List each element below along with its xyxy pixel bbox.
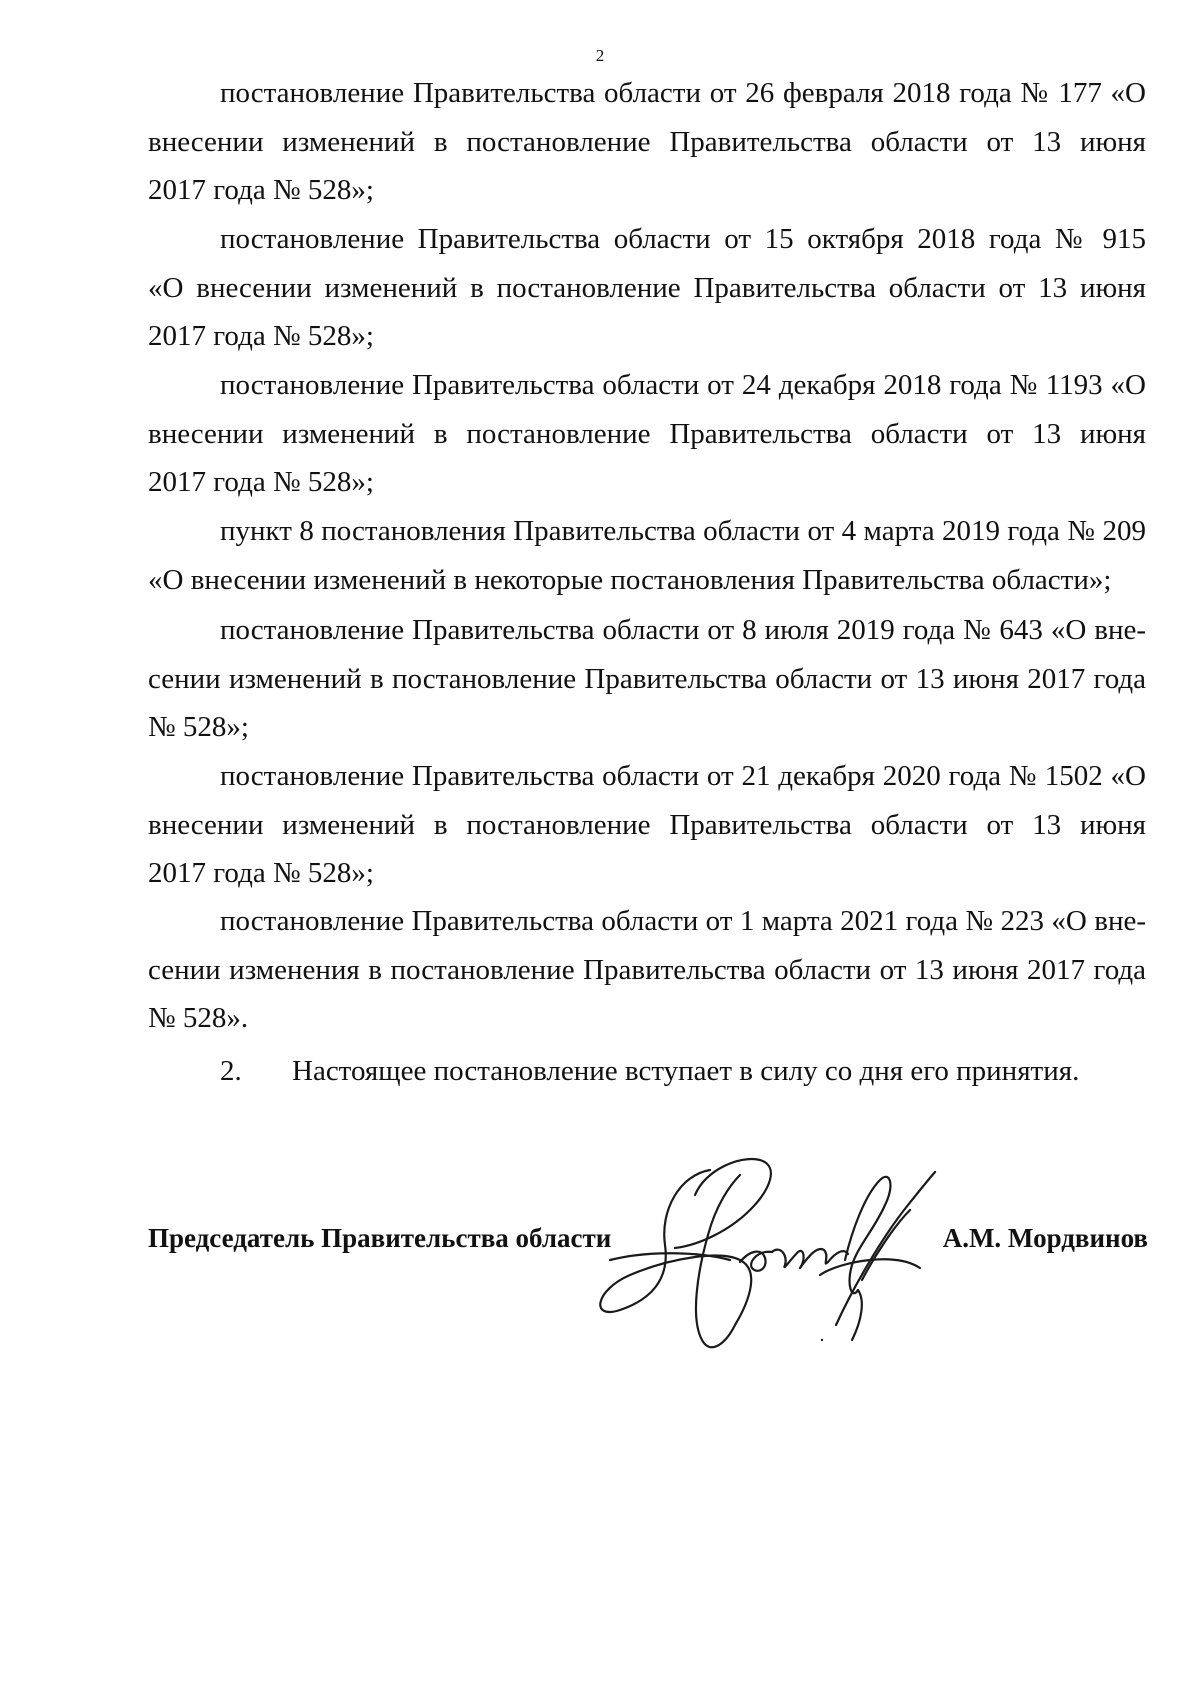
item-text: Настоящее постановление вступает в силу со дня его принятия. xyxy=(292,1055,1080,1087)
paragraph-line: постановление Правительства области от 1 марта 2021 года № 223 «О вне- xyxy=(220,905,1146,937)
paragraph xyxy=(148,69,1146,215)
paragraph-line: «О внесении изменений в постановление Правительства области от 13 июня xyxy=(148,271,1146,304)
paragraph-line: № 528». xyxy=(148,1002,249,1034)
paragraph xyxy=(148,507,1146,604)
paragraph xyxy=(148,215,1146,361)
paragraph-line: сении изменений в постановление Правительства области от 13 июня 2017 года xyxy=(148,662,1146,695)
paragraph-line: внесении изменений в постановление Правительства области от 13 июня xyxy=(148,417,1146,450)
paragraph-line: постановление Правительства области от 24 декабря 2018 года № 1193 «О xyxy=(220,369,1146,401)
paragraph-line: внесении изменений в постановление Правительства области от 13 июня xyxy=(148,125,1146,158)
numbered-item xyxy=(220,1047,1079,1095)
signatory-name: А.М. Мордвинов xyxy=(942,1223,1148,1253)
paragraph xyxy=(148,752,1146,898)
paragraph-line: «О внесении изменений в некоторые постановления Правительства области»; xyxy=(148,563,1112,596)
paragraph xyxy=(148,606,1146,752)
paragraph-line: 2017 года № 528»; xyxy=(148,320,374,352)
page-number: 2 xyxy=(595,46,605,65)
paragraph-line: постановление Правительства области от 8 июля 2019 года № 643 «О вне- xyxy=(220,614,1146,646)
paragraph-line: 2017 года № 528»; xyxy=(148,466,374,498)
paragraph-line: постановление Правительства области от 21 декабря 2020 года № 1502 «О xyxy=(220,760,1146,792)
handwritten-signature xyxy=(590,1150,950,1365)
paragraph-line: 2017 года № 528»; xyxy=(148,857,374,889)
signatory-title: Председатель Правительства области xyxy=(148,1223,612,1253)
paragraph-line: постановление Правительства области от 26 февраля 2018 года № 177 «О xyxy=(220,77,1146,109)
paragraph-line: пункт 8 постановления Правительства области от 4 марта 2019 года № 209 xyxy=(220,515,1146,547)
item-number: 2. xyxy=(220,1055,242,1087)
paragraph-line: 2017 года № 528»; xyxy=(148,174,374,206)
paragraph-line: постановление Правительства области от 15 октября 2018 года № 915 xyxy=(220,223,1146,255)
paragraph-line: внесении изменений в постановление Правительства области от 13 июня xyxy=(148,808,1146,841)
paragraph-line: сении изменения в постановление Правительства области от 13 июня 2017 года xyxy=(148,953,1146,986)
paragraph xyxy=(148,897,1146,1043)
paragraph xyxy=(148,361,1146,507)
paragraph-line: № 528»; xyxy=(148,711,249,743)
